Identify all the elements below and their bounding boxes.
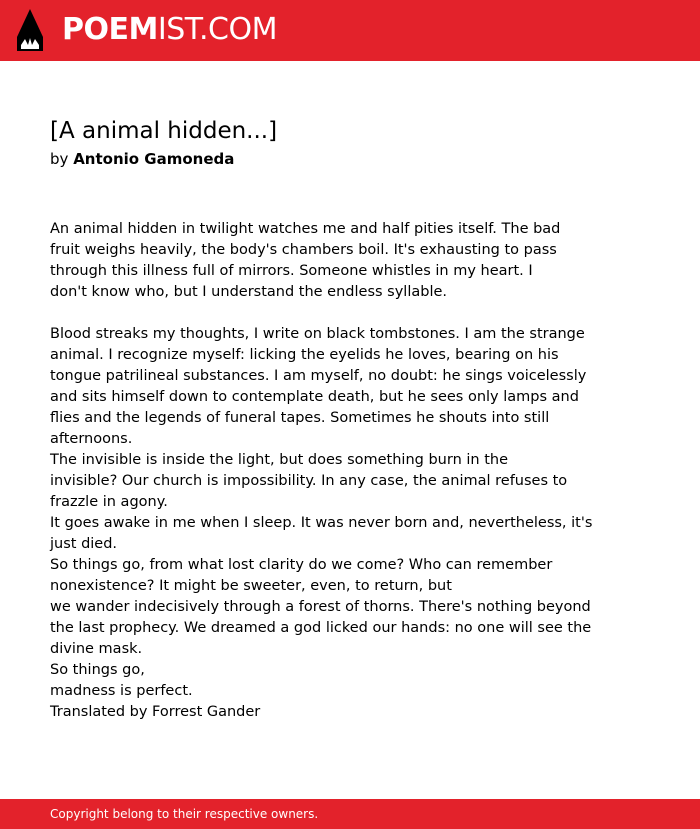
poem-line: The invisible is inside the light, but does something burn in the (50, 452, 508, 468)
poem-line: Blood streaks my thoughts, I write on black tombstones. I am the strange (50, 326, 585, 342)
poem-line: don't know who, but I understand the endless syllable. (50, 284, 448, 300)
poem-line: tongue patrilineal substances. I am myself, no doubt: he sings voicelessly (50, 368, 587, 384)
logo-light-text: IST.COM (157, 12, 277, 47)
poem-line: animal. I recognize myself: licking the eyelids he loves, bearing on his (50, 347, 559, 363)
poem-line: afternoons. (50, 431, 133, 447)
poem-title: [A animal hidden...] (50, 118, 278, 144)
pencil-logo-icon[interactable] (17, 9, 43, 51)
poem-line: and sits himself down to contemplate death, but he sees only lamps and (50, 389, 579, 405)
poem-line: frazzle in agony. (50, 494, 168, 510)
poem-line: divine mask. (50, 641, 143, 657)
stanza-break (50, 303, 570, 324)
site-footer (0, 799, 700, 829)
poem-line: Translated by Forrest Gander (50, 704, 261, 720)
poem-line: madness is perfect. (50, 683, 193, 699)
poem-line: flies and the legends of funeral tapes. Sometimes he shouts into still (50, 410, 550, 426)
byline (50, 149, 234, 169)
by-label: by (50, 150, 69, 168)
site-header (0, 0, 700, 61)
logo-bold-text: POEM (62, 12, 158, 47)
poem-line: fruit weighs heavily, the body's chambers boil. It's exhausting to pass (50, 242, 557, 258)
poem-line: the last prophecy. We dreamed a god licked our hands: no one will see the (50, 620, 592, 636)
poem-line: invisible? Our church is impossibility. In any case, the animal refuses to (50, 473, 568, 489)
copyright-text: Copyright belong to their respective owners. (50, 807, 319, 821)
author-name[interactable]: Antonio Gamoneda (73, 150, 235, 168)
poem-line: So things go, from what lost clarity do we come? Who can remember (50, 557, 553, 573)
poem-line: just died. (50, 536, 118, 552)
site-logo[interactable] (62, 12, 277, 48)
poem-line: we wander indecisively through a forest of thorns. There's nothing beyond (50, 599, 591, 615)
poem-line: through this illness full of mirrors. Someone whistles in my heart. I (50, 263, 533, 279)
poem-line: An animal hidden in twilight watches me and half pities itself. The bad (50, 221, 561, 237)
poem-line: nonexistence? It might be sweeter, even, to return, but (50, 578, 452, 594)
poem-line: So things go, (50, 662, 145, 678)
poem-line: It goes awake in me when I sleep. It was never born and, nevertheless, it's (50, 515, 593, 531)
poem-body (50, 219, 593, 723)
